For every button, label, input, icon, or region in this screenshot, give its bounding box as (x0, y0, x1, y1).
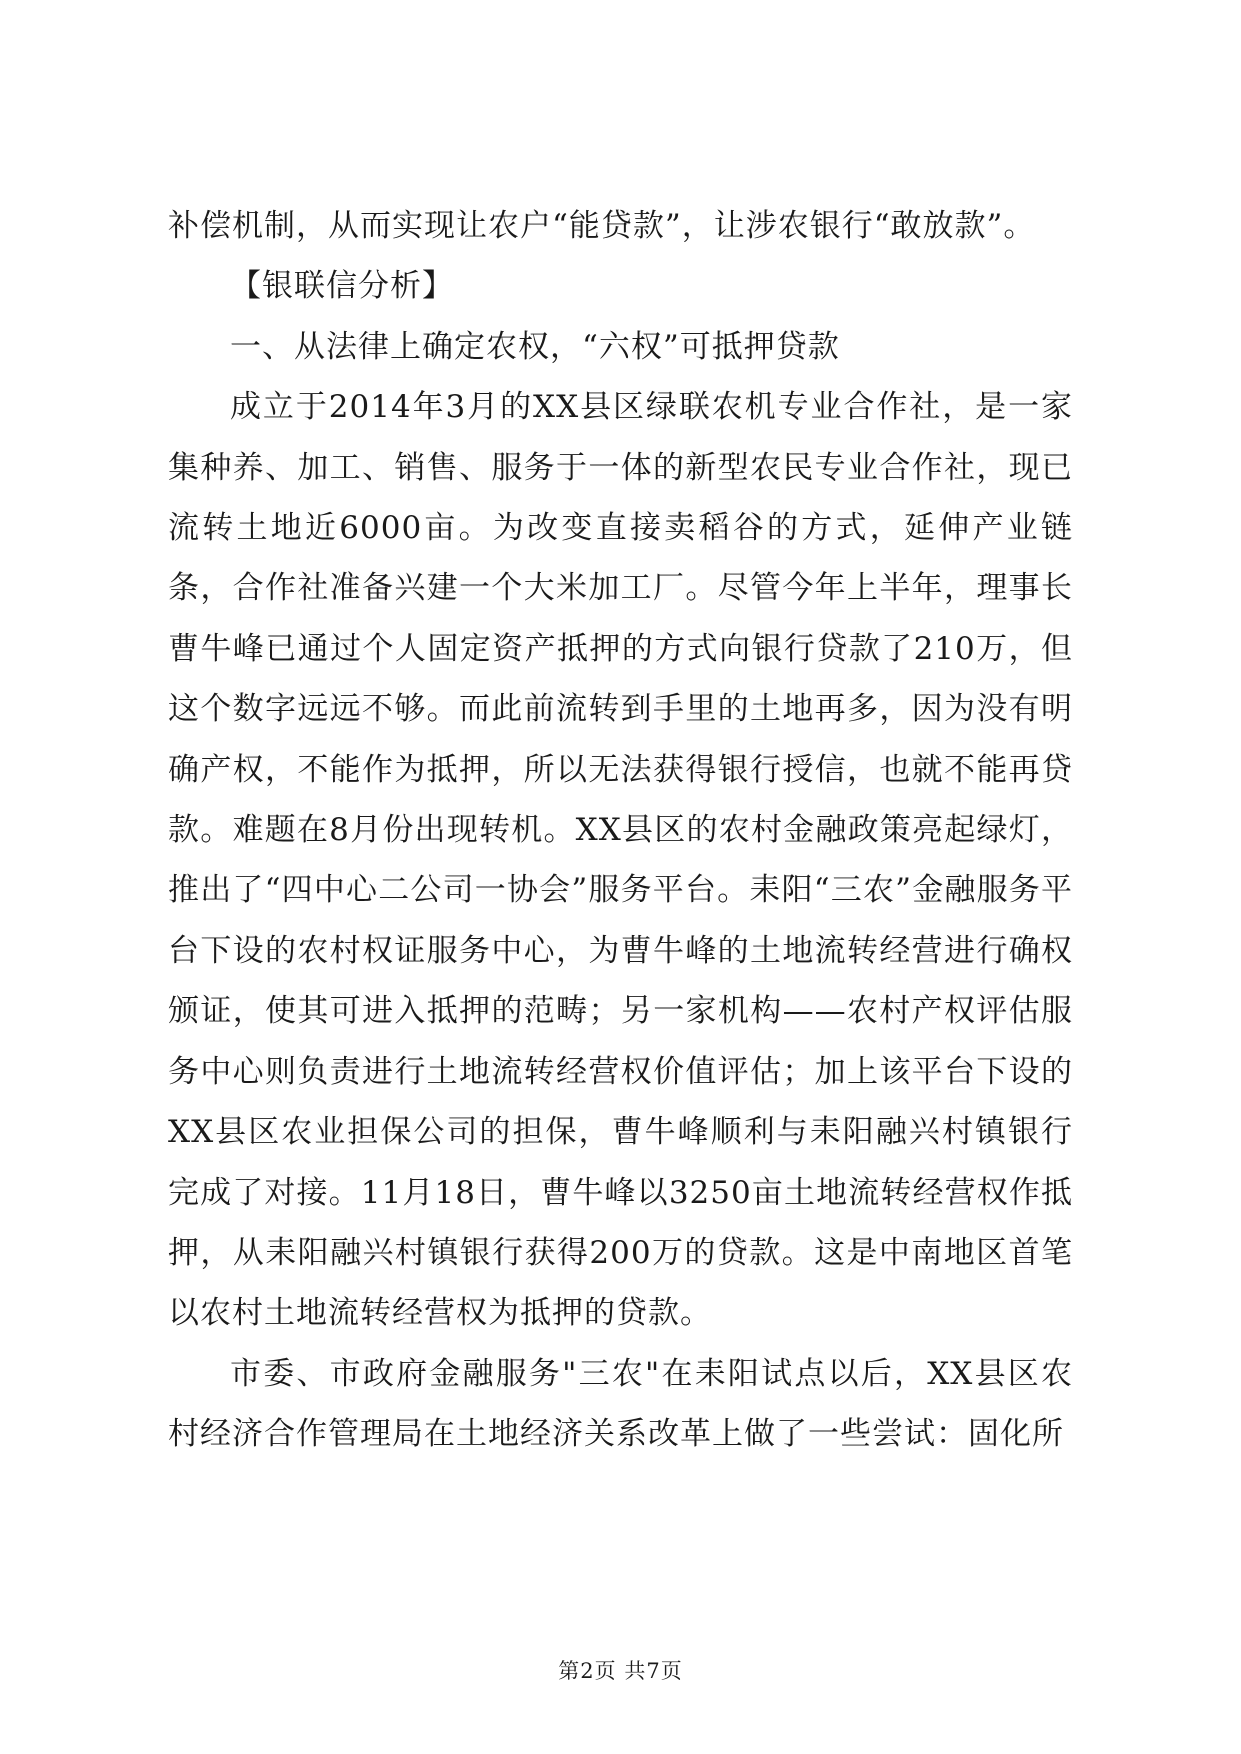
document-body (168, 196, 1073, 1465)
body-paragraph: 成立于2014年3月的XX县区绿联农机专业合作社，是一家集种养、加工、销售、服务于一体的新型农民专业合作社，现已流转土地近6000亩。为改变直接卖稻谷的方式，延伸产业链条，合作社准备兴建一个大米加工厂。尽管今年上半年，理事长曹牛峰已通过个人固定资产抵押的方式向银行贷款了210万，但这个数字远远不够。而此前流转到手里的土地再多，因为没有明确产权，不能作为抵押，所以无法获得银行授信，也就不能再贷款。难题在8月份出现转机。XX县区的农村金融政策亮起绿灯，推出了“四中心二公司一协会”服务平台。耒阳“三农”金融服务平台下设的农村权证服务中心，为曹牛峰的土地流转经营进行确权颁证，使其可进入抵押的范畴；另一家机构——农村产权评估服务中心则负责进行土地流转经营权价值评估；加上该平台下设的XX县区农业担保公司的担保，曹牛峰顺利与耒阳融兴村镇银行完成了对接。11月18日，曹牛峰以3250亩土地流转经营权作抵押，从耒阳融兴村镇银行获得200万的贷款。这是中南地区首笔以农村土地流转经营权为抵押的贷款。 (168, 389, 1073, 1332)
page-number-footer: 第2页 共7页 (558, 1659, 683, 1683)
section-heading: 一、从法律上确定农权，“六权”可抵押贷款 (230, 328, 840, 365)
section-label: 【银联信分析】 (230, 268, 454, 305)
paragraph-continuation: 补偿机制，从而实现让农户“能贷款”，让涉农银行“敢放款”。 (168, 208, 1036, 244)
body-paragraph: 市委、市政府金融服务"三农"在耒阳试点以后，XX县区农村经济合作管理局在土地经济关系改革上做了一些尝试：固化所 (168, 1355, 1073, 1453)
